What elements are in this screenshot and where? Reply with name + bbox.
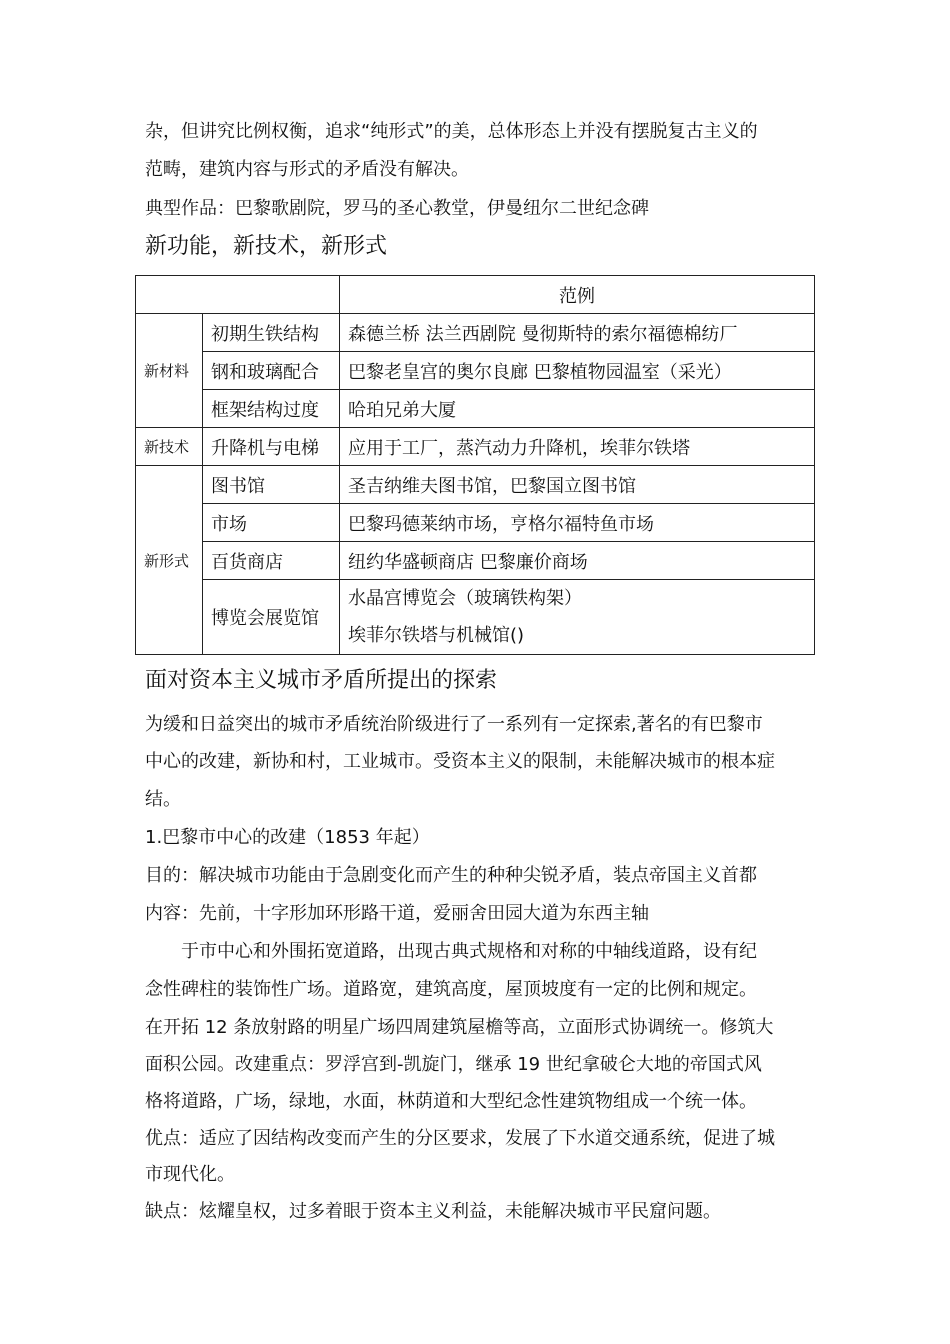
table-row [136, 580, 815, 655]
table-row [136, 466, 815, 504]
section-heading-exploration: 面对资本主义城市矛盾所提出的探索 [145, 668, 498, 693]
body-line: 中心的改建，新协和村，工业城市。受资本主义的限制，未能解决城市的根本症 [145, 751, 775, 772]
intro-line-1: 杂，但讲究比例权衡，追求“纯形式”的美，总体形态上并没有摆脱复古主义的 [145, 121, 758, 142]
category-new-form: 新形式 [136, 466, 203, 655]
body-line: 目的：解决城市功能由于急剧变化而产生的种种尖锐矛盾，装点帝国主义首都 [145, 865, 757, 886]
subcategory-cell: 初期生铁结构 [203, 314, 340, 352]
example-cell: 圣吉纳维夫图书馆，巴黎国立图书馆 [340, 466, 815, 504]
table-row [136, 390, 815, 428]
body-line: 面积公园。改建重点：罗浮宫到-凯旋门，继承 19 世纪拿破仑大地的帝国式风 [145, 1054, 762, 1075]
category-new-material: 新材料 [136, 314, 203, 428]
example-cell: 纽约华盛顿商店 巴黎廉价商场 [340, 542, 815, 580]
example-cell: 应用于工厂，蒸汽动力升降机，埃菲尔铁塔 [340, 428, 815, 466]
typical-works-line: 典型作品：巴黎歌剧院，罗马的圣心教堂，伊曼纽尔二世纪念碑 [145, 198, 649, 219]
body-line: 结。 [145, 789, 181, 810]
body-line: 缺点：炫耀皇权，过多着眼于资本主义利益，未能解决城市平民窟问题。 [145, 1201, 721, 1222]
subcategory-cell: 百货商店 [203, 542, 340, 580]
example-cell: 巴黎玛德莱纳市场，亨格尔福特鱼市场 [340, 504, 815, 542]
example-line: 水晶宫博览会（玻璃铁构架） [348, 588, 582, 609]
example-line: 埃菲尔铁塔与机械馆() [348, 625, 525, 646]
body-line: 优点：适应了因结构改变而产生的分区要求，发展了下水道交通系统，促进了城 [145, 1128, 775, 1149]
intro-line-2: 范畴，建筑内容与形式的矛盾没有解决。 [145, 159, 469, 180]
body-line: 内容：先前，十字形加环形路干道，爱丽舍田园大道为东西主轴 [145, 903, 649, 924]
example-cell [340, 580, 815, 655]
body-line: 为缓和日益突出的城市矛盾统治阶级进行了一系列有一定探索,著名的有巴黎市 [145, 714, 763, 735]
category-new-tech: 新技术 [136, 428, 203, 466]
subcategory-cell: 博览会展览馆 [203, 580, 340, 655]
example-cell: 森德兰桥 法兰西剧院 曼彻斯特的索尔福德棉纺厂 [340, 314, 815, 352]
table-row [136, 542, 815, 580]
example-cell: 哈珀兄弟大厦 [340, 390, 815, 428]
example-cell: 巴黎老皇宫的奥尔良廊 巴黎植物园温室（采光） [340, 352, 815, 390]
subcategory-cell: 钢和玻璃配合 [203, 352, 340, 390]
body-line: 念性碑柱的装饰性广场。道路宽，建筑高度，屋顶坡度有一定的比例和规定。 [145, 979, 757, 1000]
table-header-row [136, 276, 815, 314]
subcategory-cell: 框架结构过度 [203, 390, 340, 428]
table-row [136, 428, 815, 466]
section-heading-new-function: 新功能，新技术，新形式 [145, 234, 388, 259]
examples-table [135, 275, 815, 655]
header-examples: 范例 [340, 276, 815, 314]
table-row [136, 314, 815, 352]
body-line: 市现代化。 [145, 1164, 235, 1185]
header-empty-cell [136, 276, 340, 314]
body-line: 在开拓 12 条放射路的明星广场四周建筑屋檐等高，立面形式协调统一。修筑大 [145, 1017, 774, 1038]
subcategory-cell: 图书馆 [203, 466, 340, 504]
subcategory-cell: 市场 [203, 504, 340, 542]
body-line: 格将道路，广场，绿地，水面，林荫道和大型纪念性建筑物组成一个统一体。 [145, 1091, 757, 1112]
subcategory-cell: 升降机与电梯 [203, 428, 340, 466]
table-row [136, 504, 815, 542]
body-line: 于市中心和外围拓宽道路，出现古典式规格和对称的中轴线道路，设有纪 [145, 941, 757, 962]
table-row [136, 352, 815, 390]
subsection-heading: 1.巴黎市中心的改建（1853 年起） [145, 827, 430, 848]
